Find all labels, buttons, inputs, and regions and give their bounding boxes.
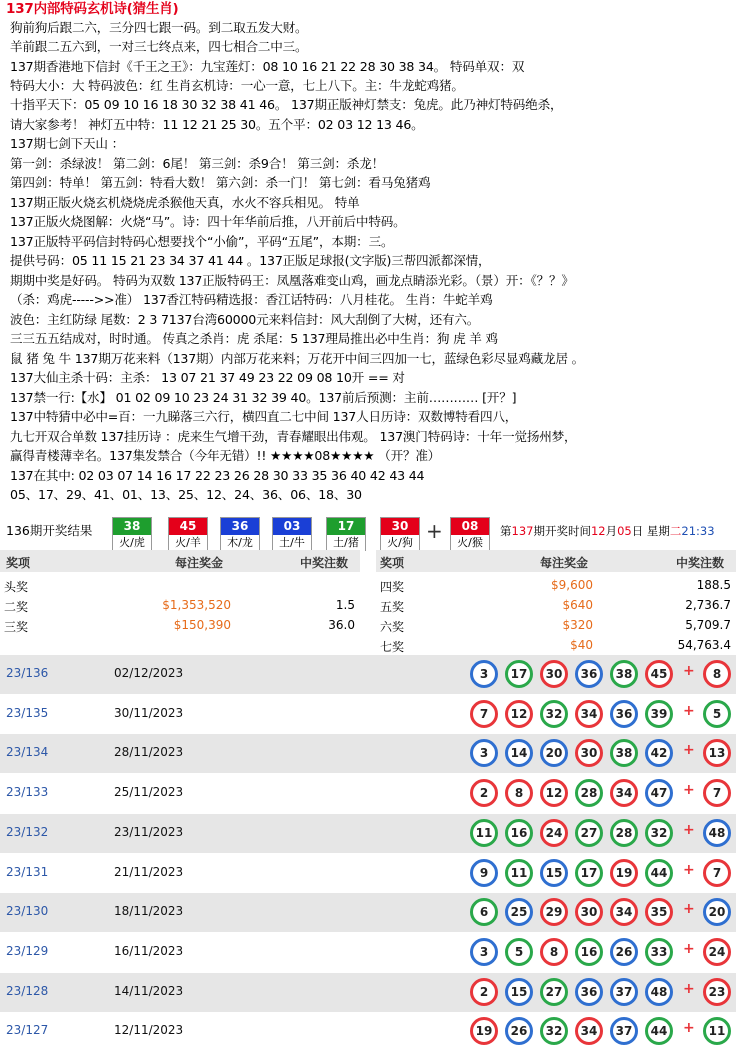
latest-result-label: 136期开奖结果	[6, 523, 93, 538]
history-ball: 15	[540, 859, 568, 887]
history-ball: 14	[505, 739, 533, 767]
history-ball: 39	[645, 700, 673, 728]
tips-line: 第四剑：特单！ 第五剑：特看大数！ 第六剑：杀一门！ 第七剑：看马兔猪鸡	[10, 175, 431, 190]
history-ball: 38	[610, 739, 638, 767]
history-ball: 19	[470, 1017, 498, 1045]
history-ball: 8	[540, 938, 568, 966]
next-day: 05	[617, 524, 632, 538]
history-ball: 12	[505, 700, 533, 728]
tips-line: 137期正版火烧玄机烧烧虎杀猴他天真，水火不容兵相见。 特单	[10, 195, 360, 210]
history-ball: 6	[470, 898, 498, 926]
history-ball: 15	[505, 978, 533, 1006]
history-special-ball: 24	[703, 938, 731, 966]
prize-name: 二奖	[4, 600, 29, 614]
prize-winners: 5,709.7	[685, 618, 731, 632]
history-row	[0, 1012, 736, 1051]
history-plus: +	[683, 1020, 695, 1037]
history-period[interactable]: 23/135	[6, 705, 49, 720]
history-ball: 44	[645, 1017, 673, 1045]
history-ball: 48	[645, 978, 673, 1006]
result-ball	[220, 517, 260, 551]
history-ball: 26	[505, 1017, 533, 1045]
ball-zodiac: 火/羊	[169, 535, 207, 551]
history-row	[0, 973, 736, 1012]
prize-winners: 188.5	[696, 578, 731, 592]
history-plus: +	[683, 861, 695, 878]
history-ball: 36	[575, 660, 603, 688]
history-ball: 36	[610, 700, 638, 728]
history-ball: 34	[575, 700, 603, 728]
history-date: 23/11/2023	[114, 824, 184, 839]
ball-number: 08	[451, 518, 489, 535]
history-ball: 11	[470, 819, 498, 847]
history-period[interactable]: 23/128	[6, 983, 49, 998]
history-ball: 30	[575, 898, 603, 926]
tips-line: 狗前狗后跟二六，三分四七跟一码。到二取五发大财。	[10, 20, 308, 35]
history-ball: 44	[645, 859, 673, 887]
header-amount: 每注奖金	[175, 556, 224, 570]
history-ball: 35	[645, 898, 673, 926]
prize-amount: $40	[570, 638, 593, 652]
history-ball: 11	[505, 859, 533, 887]
ball-number: 30	[381, 518, 419, 535]
header-amount-2: 每注奖金	[540, 556, 589, 570]
history-period[interactable]: 23/129	[6, 943, 49, 958]
tips-line: 十指平天下：05 09 10 16 18 30 32 38 41 46。 137期正版神灯禁支：兔虎。此乃神灯特码绝杀，	[10, 97, 563, 112]
tips-line: 137期七剑下天山 ：	[10, 136, 124, 151]
tips-line: 请大家参考！ 神灯五中特：11 12 21 25 30。五个平：02 03 12 13 46。	[10, 117, 424, 132]
tips-panel	[0, 0, 736, 516]
history-ball: 26	[610, 938, 638, 966]
history-row	[0, 933, 736, 972]
history-plus: +	[683, 821, 695, 838]
history-ball: 2	[470, 779, 498, 807]
history-row	[0, 695, 736, 734]
history-date: 16/11/2023	[114, 943, 184, 958]
history-special-ball: 7	[703, 779, 731, 807]
history-ball: 34	[575, 1017, 603, 1045]
history-ball: 37	[610, 978, 638, 1006]
prize-amount: $1,353,520	[162, 598, 231, 612]
history-ball: 19	[610, 859, 638, 887]
history-date: 12/11/2023	[114, 1023, 184, 1038]
tips-line: 05、17、29、41、01、13、25、12、24、36、06、18、30	[10, 487, 362, 502]
history-ball: 32	[540, 1017, 568, 1045]
result-ball	[380, 517, 420, 551]
tips-line: 137禁一行:【水】 01 02 09 10 23 24 31 32 39 40。137前后预测：主前………… [开？]	[10, 390, 517, 405]
prize-name: 五奖	[380, 600, 405, 614]
history-plus: +	[683, 702, 695, 719]
history-ball: 3	[470, 938, 498, 966]
history-plus: +	[683, 980, 695, 997]
ball-zodiac: 木/龙	[221, 535, 259, 551]
tips-line: 137期香港地下信封《千王之王》：九宝莲灯：08 10 16 21 22 28 30 38 34。 特码单双：双	[10, 59, 525, 74]
history-row	[0, 814, 736, 853]
history-date: 28/11/2023	[114, 745, 184, 760]
tips-line: 赢得青楼薄幸名。137集发禁合（今年无错）!! ★★★★08★★★★ （开？准）	[10, 448, 441, 463]
history-ball: 29	[540, 898, 568, 926]
header-prize-name: 奖项	[6, 556, 31, 570]
history-special-ball: 20	[703, 898, 731, 926]
ball-number: 38	[113, 518, 151, 535]
history-row	[0, 655, 736, 694]
prize-name: 四奖	[380, 580, 405, 594]
history-ball: 34	[610, 898, 638, 926]
prize-name: 三奖	[4, 620, 29, 634]
ball-number: 17	[327, 518, 365, 535]
history-special-ball: 13	[703, 739, 731, 767]
tips-line: 波色：主红防绿 尾数：2 3 7137台湾60000元来料信封：风大刮倒了大树，还有六。	[10, 312, 480, 327]
prize-name: 七奖	[380, 640, 405, 654]
tips-line: 三三五五结成对，时时通。 传真之杀肖：虎 杀尾：5 137理局推出必中生肖：狗 虎 羊 鸡	[10, 331, 498, 346]
history-plus: +	[683, 940, 695, 957]
history-row	[0, 893, 736, 932]
result-ball	[272, 517, 312, 551]
plus-sign: +	[426, 519, 443, 543]
history-period[interactable]: 23/133	[6, 785, 49, 800]
next-weekday: 二	[669, 524, 682, 538]
history-ball: 42	[645, 739, 673, 767]
history-date: 30/11/2023	[114, 705, 184, 720]
ball-zodiac: 火/猴	[451, 535, 489, 551]
tips-line: 鼠 猪 兔 牛 137期万花来料（137期）内部万花来料；万花开中间三四加一七，蓝绿色彩尽显鸡藏龙居 。	[10, 351, 585, 366]
prize-amount: $640	[562, 598, 593, 612]
history-ball: 2	[470, 978, 498, 1006]
tips-line: 九七开双合单数 137挂历诗 ：虎来生气增干劲，青春耀眼出伟观。 137澳门特码诗：十年一觉扬州梦，	[10, 429, 577, 444]
ball-zodiac: 土/猪	[327, 535, 365, 551]
history-special-ball: 11	[703, 1017, 731, 1045]
history-row	[0, 854, 736, 893]
history-date: 02/12/2023	[114, 666, 184, 680]
next-time: 21:33	[681, 524, 715, 538]
history-ball: 33	[645, 938, 673, 966]
tips-line: 137大仙主杀十码：主杀： 13 07 21 37 49 23 22 09 08 10开 == 对	[10, 370, 405, 385]
history-ball: 8	[505, 779, 533, 807]
tips-line: 137中特猜中必中=百：一九睇落三六行，横四直二七中间 137人日历诗：双数博特看四八，	[10, 409, 518, 424]
history-period[interactable]: 23/130	[6, 904, 49, 919]
history-ball: 28	[610, 819, 638, 847]
history-ball: 38	[610, 660, 638, 688]
header-winners-2: 中奖注数	[676, 556, 725, 570]
tips-line: 第一剑：杀绿波！ 第二剑：6尾！ 第三剑：杀9合！ 第三剑：杀龙！	[10, 156, 385, 171]
ball-zodiac: 火/狗	[381, 535, 419, 551]
history-period[interactable]: 23/132	[6, 824, 49, 839]
history-ball: 3	[470, 739, 498, 767]
history-ball: 17	[505, 660, 533, 688]
history-ball: 24	[540, 819, 568, 847]
history-plus: +	[683, 901, 695, 918]
ball-number: 03	[273, 518, 311, 535]
history-ball: 45	[645, 660, 673, 688]
next-month: 12	[590, 524, 606, 538]
header-prize-name-2: 奖项	[380, 556, 405, 570]
history-ball: 20	[540, 739, 568, 767]
tips-line: 137正版火烧图解：火烧“马”。诗：四十年华前后推，八开前后中特码。	[10, 214, 406, 229]
prize-winners: 54,763.4	[677, 638, 731, 652]
prize-amount: $9,600	[551, 578, 593, 592]
history-ball: 32	[645, 819, 673, 847]
history-ball: 25	[505, 898, 533, 926]
prize-name: 头奖	[4, 580, 29, 594]
prize-name: 六奖	[380, 620, 405, 634]
ball-zodiac: 火/虎	[113, 535, 151, 551]
tips-title: 137内部特码玄机诗(猜生肖)	[6, 1, 179, 17]
history-period[interactable]: 23/136	[6, 666, 49, 680]
history-ball: 3	[470, 660, 498, 688]
history-ball: 30	[575, 739, 603, 767]
history-ball: 5	[505, 938, 533, 966]
history-ball: 17	[575, 859, 603, 887]
prize-winners: 2,736.7	[685, 598, 731, 612]
result-ball	[168, 517, 208, 551]
tips-line: 137在其中: 02 03 07 14 16 17 22 23 26 28 30 33 35 36 40 42 43 44	[10, 468, 425, 483]
history-special-ball: 23	[703, 978, 731, 1006]
history-ball: 34	[610, 779, 638, 807]
next-draw-info: 第137期开奖时间12月05日 星期二21:33	[500, 524, 715, 538]
history-ball: 12	[540, 779, 568, 807]
history-row	[0, 774, 736, 813]
history-ball: 28	[575, 779, 603, 807]
history-row	[0, 734, 736, 773]
tips-line: 137正版特平码信封特码心想要找个“小偷”，平码“五尾”，本期：三。	[10, 234, 394, 249]
history-ball: 16	[575, 938, 603, 966]
history-date: 21/11/2023	[114, 864, 184, 879]
history-special-ball: 5	[703, 700, 731, 728]
prize-winners: 1.5	[335, 598, 355, 612]
ball-zodiac: 土/牛	[273, 535, 311, 551]
next-period: 137	[511, 524, 534, 538]
history-ball: 47	[645, 779, 673, 807]
prize-table	[0, 550, 736, 654]
history-ball: 37	[610, 1017, 638, 1045]
history-period[interactable]: 23/134	[6, 745, 49, 760]
history-ball: 27	[540, 978, 568, 1006]
history-ball: 36	[575, 978, 603, 1006]
tips-line: 提供号码：05 11 15 21 23 34 37 41 44 。137正版足球报(文字版)三帮四派都深情，	[10, 253, 491, 268]
prize-amount: $320	[562, 618, 593, 632]
history-ball: 16	[505, 819, 533, 847]
result-ball	[326, 517, 366, 551]
history-plus: +	[683, 782, 695, 799]
history-ball: 32	[540, 700, 568, 728]
tips-line: （杀：鸡虎----->>准） 137香江特码精选报：香江话特码：八月桂花。 生肖：牛蛇羊鸡	[10, 292, 493, 307]
tips-line: 羊前跟二五六到，一对三七终点来，四七相合二中三。	[10, 39, 308, 54]
history-ball: 27	[575, 819, 603, 847]
ball-number: 36	[221, 518, 259, 535]
history-special-ball: 7	[703, 859, 731, 887]
history-ball: 9	[470, 859, 498, 887]
result-ball	[112, 517, 152, 551]
special-ball	[450, 517, 490, 551]
tips-line: 特码大小：大 特码波色：红 生肖玄机诗：一心一意，七上八下。主：牛龙蛇鸡猪。	[10, 78, 464, 93]
history-period[interactable]: 23/131	[6, 864, 49, 879]
history-ball: 30	[540, 660, 568, 688]
history-plus: +	[683, 663, 695, 679]
history-ball: 7	[470, 700, 498, 728]
history-date: 14/11/2023	[114, 983, 184, 998]
tips-line: 期期中奖是好码。 特码为双数 137正版特码王：凤凰落难变山鸡，画龙点睛添光彩。（景）开：《？？》	[10, 273, 574, 288]
history-period[interactable]: 23/127	[6, 1023, 49, 1038]
header-winners: 中奖注数	[300, 556, 349, 570]
history-special-ball: 8	[703, 660, 731, 688]
history-date: 25/11/2023	[114, 785, 184, 800]
history-special-ball: 48	[703, 819, 731, 847]
history-plus: +	[683, 742, 695, 759]
history-date: 18/11/2023	[114, 904, 184, 919]
ball-number: 45	[169, 518, 207, 535]
prize-winners: 36.0	[328, 618, 355, 632]
prize-amount: $150,390	[173, 618, 231, 632]
